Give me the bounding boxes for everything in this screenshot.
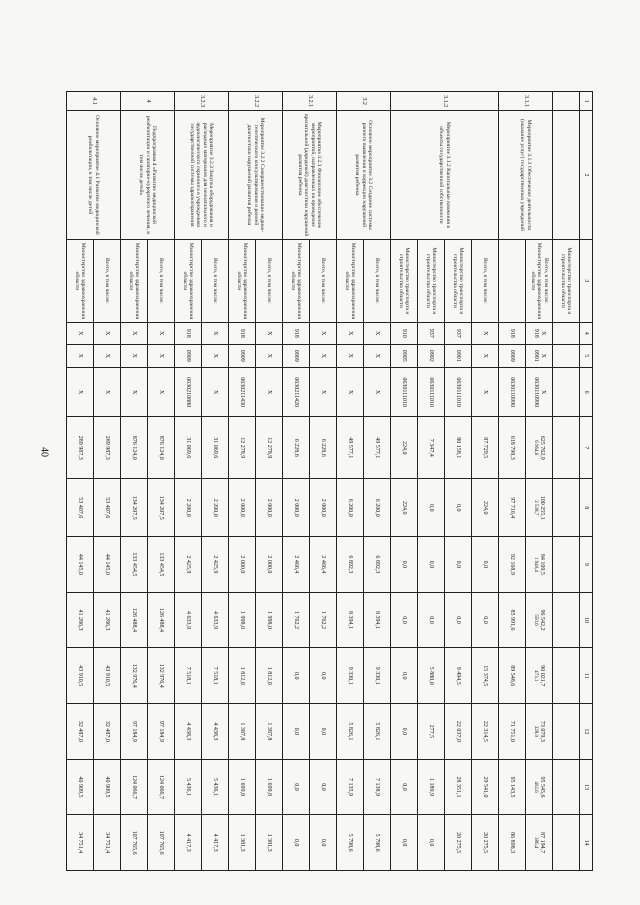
code-cell: X [337, 368, 364, 417]
value-cell: 20 275,5 [472, 815, 499, 871]
code-cell: 0905 [391, 344, 418, 368]
code-cell: X [94, 323, 121, 344]
row-number: 3.1.2 [391, 92, 499, 111]
code-cell: X [310, 368, 337, 417]
value-cell: 7 347,4 [418, 417, 445, 479]
executor-cell: Всего, в том числе: [364, 239, 391, 322]
value-cell: 134 207,5 [121, 479, 148, 537]
code-cell: 0630110990 [499, 368, 526, 417]
code-value: 0630110990 [533, 377, 539, 408]
code-cell: 918 [499, 323, 526, 344]
code-cell: X [256, 344, 283, 368]
executor-cell [526, 239, 553, 322]
value-cell: 1 699,8 [229, 759, 256, 815]
code-value: 918 [533, 328, 539, 338]
value-cell: 34 751,4 [67, 815, 94, 871]
value-cell: 43 910,5 [67, 648, 94, 704]
measure-name: Мероприятие 3.2.3 Закупка оборудования и расходных материалов для неонатального и аудиологического скрининга в учреждениях государственной системы здравоохранения [175, 111, 229, 239]
code-cell: 918 [229, 323, 256, 344]
value-cell: 2 200,0 [202, 479, 229, 537]
table-body [67, 92, 580, 871]
value-cell [553, 417, 580, 479]
executor-cell: Министерство транспорта и строительства области [445, 239, 472, 322]
value-cell: 4 438,3 [175, 704, 202, 760]
value-cell: 4 417,3 [175, 815, 202, 871]
value-cell: 224,0 [391, 417, 418, 479]
value-cell: 0,0 [472, 537, 499, 593]
value-cell: 1 998,0 [229, 592, 256, 648]
value-cell: 1 189,9 [418, 759, 445, 815]
code-cell: 0630211420 [283, 368, 310, 417]
value-cell: 0,0 [391, 815, 418, 871]
value-cell: 289 987,3 [67, 417, 94, 479]
value-cell: 124 066,7 [148, 759, 175, 815]
executor-cell: Всего, в том числе: [256, 239, 283, 322]
value: 550,6 [533, 614, 539, 626]
value: 90 021,7 [539, 665, 546, 687]
value-cell: 49 577,1 [364, 417, 391, 479]
code-cell: X [202, 368, 229, 417]
value: 87 194,7 [539, 832, 546, 854]
budget-table [66, 91, 593, 871]
table-row [364, 92, 391, 871]
row-number: 3.2.1 [283, 92, 337, 111]
value-cell: 4 633,9 [175, 592, 202, 648]
value-cell: 44 145,0 [94, 537, 121, 593]
code-cell: 0630111010 [418, 368, 445, 417]
code-cell: X [310, 323, 337, 344]
code-cell: 0630210880 [175, 368, 202, 417]
code-cell: X [472, 344, 499, 368]
value-cell: 0,0 [310, 648, 337, 704]
table-row [310, 92, 337, 871]
value-cell: 34 751,4 [94, 815, 121, 871]
value-cell [526, 479, 553, 537]
value-cell: 1 812,0 [256, 648, 283, 704]
executor-cell: Министерство здравоохранения области [337, 239, 364, 322]
measure-name [553, 111, 580, 239]
value-cell: 44 145,0 [67, 537, 94, 593]
executor-cell: Министерство транспорта и строительства области [553, 239, 580, 322]
value-cell [526, 537, 553, 593]
value-cell: 8 394,1 [337, 592, 364, 648]
value-cell: 12 278,9 [229, 417, 256, 479]
value-cell: 0,0 [391, 592, 418, 648]
value: 100 255,1 [539, 495, 546, 520]
value-cell: 49 577,1 [337, 417, 364, 479]
executor-cell: Всего, в том числе: [472, 239, 499, 322]
value-cell: 0,0 [391, 759, 418, 815]
code-cell: 0630111010 [391, 368, 418, 417]
value-cell: 5 826,1 [364, 704, 391, 760]
value-cell: 132 976,4 [148, 648, 175, 704]
code-cell [526, 344, 553, 368]
value-cell: 289 987,3 [94, 417, 121, 479]
executor-cell: Всего, в том числе: [310, 239, 337, 322]
value-cell [553, 592, 580, 648]
code-cell: X [67, 368, 94, 417]
value-cell: 29 541,0 [472, 759, 499, 815]
value-cell: 43 910,5 [94, 648, 121, 704]
value-cell: 6 892,3 [337, 537, 364, 593]
header-col: 12 [580, 704, 593, 760]
value-cell: 5 826,1 [337, 704, 364, 760]
value-cell: 0,0 [445, 537, 472, 593]
header-col: 13 [580, 759, 593, 815]
row-number [553, 92, 580, 111]
measure-name: Основное мероприятие 3.2 Создание системы раннего выявления и коррекции нарушений развития ребенка [337, 111, 391, 239]
code-cell: X [202, 323, 229, 344]
value-cell: 4 633,9 [202, 592, 229, 648]
value-cell: 20 275,5 [445, 815, 472, 871]
value-cell: 618 798,3 [499, 417, 526, 479]
code-cell: 0630111010 [445, 368, 472, 417]
header-col: 3 [580, 239, 593, 322]
code-cell [553, 323, 580, 344]
value-cell: 2 000,0 [256, 537, 283, 593]
code-cell: X [256, 368, 283, 417]
measure-name: Подпрограмма 4 «Развитие медицинской реабилитации и санаторно-курортного лечения, в том числе детей» [121, 111, 175, 239]
table-row [148, 92, 175, 871]
executor-cell: Министерство здравоохранения области [67, 239, 94, 322]
value-cell: 41 286,3 [94, 592, 121, 648]
value-cell [553, 815, 580, 871]
value-cell: 6 228,6 [310, 417, 337, 479]
value-cell: 1 387,8 [256, 704, 283, 760]
table-row [472, 92, 499, 871]
code-cell: 0909 [499, 344, 526, 368]
value-cell: 5 436,1 [175, 759, 202, 815]
code-cell: 918 [175, 323, 202, 344]
value-cell: 95 143,5 [499, 759, 526, 815]
value-cell: 1 381,3 [256, 815, 283, 871]
executor-cell: Министерство транспорта и строительства области [418, 239, 445, 322]
executor-cell: Министерство транспорта и строительства области [391, 239, 418, 322]
code-cell: X [121, 323, 148, 344]
value-cell: 97 184,9 [148, 704, 175, 760]
value-cell: 0,0 [310, 759, 337, 815]
code-cell: X [364, 368, 391, 417]
value-cell: 40 909,5 [67, 759, 94, 815]
value-cell: 87 729,5 [472, 417, 499, 479]
code-cell: X [148, 368, 175, 417]
table-row [526, 92, 553, 871]
code-cell [553, 368, 580, 417]
code-cell: X [256, 323, 283, 344]
measure-name: Основное мероприятие 4.1 Развитие медицинской реабилитации, в том числе детей [67, 111, 121, 239]
value-cell: 1 812,0 [229, 648, 256, 704]
value-cell: 6 892,3 [364, 537, 391, 593]
value-cell: 5 436,1 [202, 759, 229, 815]
measure-name: Мероприятие 3.1.1 Обеспечение деятельности (оказание услуг) государственных учреждений [499, 111, 553, 239]
value-cell: 1 381,3 [229, 815, 256, 871]
header-col: 6 [580, 368, 593, 417]
value-cell: 224,0 [472, 479, 499, 537]
value-cell: 4 438,3 [202, 704, 229, 760]
value-cell: 2 200,0 [175, 479, 202, 537]
value-cell: 5 880,0 [418, 648, 445, 704]
row-number: 3.1.1 [499, 92, 553, 111]
executor-cell: Всего, в том числе: [148, 239, 175, 322]
value-cell: 2 466,4 [283, 537, 310, 593]
value-cell [553, 648, 580, 704]
value-cell: 2 000,0 [229, 537, 256, 593]
value-cell: 71 751,0 [499, 704, 526, 760]
value-cell: 876 124,0 [148, 417, 175, 479]
code-cell: X [364, 323, 391, 344]
header-col: 14 [580, 815, 593, 871]
value-cell [553, 479, 580, 537]
code-cell: X [148, 323, 175, 344]
table-row [553, 92, 580, 871]
code-cell: X [472, 368, 499, 417]
executor-cell: Министерство здравоохранения области [121, 239, 148, 322]
measure-name: Мероприятие 3.2.2 Совершенствование медико-генетического консультирования и ранней диагностики нарушений развития ребенка [229, 111, 283, 239]
value-cell: 2 000,0 [283, 479, 310, 537]
value-cell: 224,0 [391, 479, 418, 537]
code-cell: 0630211430 [229, 368, 256, 417]
value-cell: 31 069,6 [202, 417, 229, 479]
value-cell: 107 765,6 [148, 815, 175, 871]
code-cell: 0901 [445, 344, 472, 368]
code-cell: X [94, 344, 121, 368]
header-col: 4 [580, 323, 593, 344]
value-cell: 133 454,5 [148, 537, 175, 593]
header-col: 5 [580, 344, 593, 368]
executor-label: Министерство здравоохранения области [529, 242, 543, 320]
row-number: 3.2.2 [229, 92, 283, 111]
code-cell: 918 [283, 323, 310, 344]
value: 96 542,2 [539, 609, 546, 631]
value-cell: 7 518,1 [202, 648, 229, 704]
value-cell: 5 798,6 [337, 815, 364, 871]
executor-cell: Министерство здравоохранения области [175, 239, 202, 322]
code-cell: X [472, 323, 499, 344]
value-cell: 0,0 [283, 648, 310, 704]
value-cell: 107 765,6 [121, 815, 148, 871]
value: 95 545,6 [539, 776, 546, 798]
executor-cell: Министерство здравоохранения области [283, 239, 310, 322]
value-cell [526, 704, 553, 760]
value-cell: 133 454,5 [121, 537, 148, 593]
value-cell: 124 066,7 [121, 759, 148, 815]
table-row [202, 92, 229, 871]
value-cell: 53 407,6 [67, 479, 94, 537]
rotated-page [74, 91, 593, 871]
value-cell: 85 991,6 [499, 592, 526, 648]
value: 2 538,7 [533, 500, 539, 516]
executor-cell [499, 239, 526, 322]
code-cell [526, 323, 553, 344]
value-cell: 277,5 [418, 704, 445, 760]
value: 473,1 [533, 670, 539, 682]
code-cell [526, 368, 553, 417]
value-cell: 1 998,0 [256, 592, 283, 648]
value-cell: 0,0 [445, 479, 472, 537]
value-cell: 31 069,6 [175, 417, 202, 479]
code-cell: 0909 [283, 344, 310, 368]
value-cell: 2 000,0 [310, 479, 337, 537]
code-cell: X [94, 368, 121, 417]
code-cell: 910 [391, 323, 418, 344]
code-cell: 937 [418, 323, 445, 344]
value-cell: 876 124,0 [121, 417, 148, 479]
value-cell: 89 548,6 [499, 648, 526, 704]
value-cell [526, 815, 553, 871]
measure-name: Мероприятие 3.1.2 Капитальные вложения в объекты государственной собственности [391, 111, 499, 239]
value: 6 964,6 [533, 440, 539, 456]
value-cell: 0,0 [418, 592, 445, 648]
value-cell: 9 330,1 [337, 648, 364, 704]
value-cell: 0,0 [418, 537, 445, 593]
executor-label: Всего, в том числе: [542, 258, 549, 304]
code-cell: X [337, 344, 364, 368]
code-cell [553, 344, 580, 368]
value-cell: 12 278,9 [256, 417, 283, 479]
value-cell: 132 976,4 [121, 648, 148, 704]
code-cell: X [310, 344, 337, 368]
code-cell: X [202, 344, 229, 368]
code-cell: X [364, 344, 391, 368]
value-cell: 0,0 [445, 592, 472, 648]
value-cell: 22 037,0 [445, 704, 472, 760]
value-cell: 0,0 [283, 759, 310, 815]
value-cell [526, 417, 553, 479]
code-value: X [539, 331, 546, 336]
page-number: 40 [38, 447, 50, 457]
executor-cell: Всего, в том числе: [94, 239, 121, 322]
value-cell [526, 759, 553, 815]
value-cell: 22 314,5 [472, 704, 499, 760]
code-value: X [539, 389, 546, 395]
value: 84 109,5 [539, 553, 546, 575]
value: 386,4 [533, 837, 539, 849]
value-cell: 1 699,8 [256, 759, 283, 815]
value-cell: 7 138,9 [364, 759, 391, 815]
value-cell: 0,0 [391, 648, 418, 704]
executor-cell: Министерство здравоохранения области [229, 239, 256, 322]
value: 328,0 [533, 725, 539, 737]
value-cell: 2 000,0 [229, 479, 256, 537]
value-cell: 1 387,8 [229, 704, 256, 760]
value-cell: 1 762,2 [283, 592, 310, 648]
value-cell: 0,0 [391, 704, 418, 760]
value-cell: 6 200,0 [337, 479, 364, 537]
value-cell: 97 716,4 [499, 479, 526, 537]
header-col: 2 [580, 111, 593, 239]
header-col: 10 [580, 592, 593, 648]
value-cell: 126 488,4 [148, 592, 175, 648]
value-cell: 0,0 [283, 704, 310, 760]
value-cell: 32 487,0 [67, 704, 94, 760]
code-cell: 937 [445, 323, 472, 344]
value-cell: 7 518,1 [175, 648, 202, 704]
value-cell: 6 200,0 [364, 479, 391, 537]
value-cell: 6 228,6 [283, 417, 310, 479]
row-number: 3.2 [337, 92, 391, 111]
value-cell: 2 000,0 [256, 479, 283, 537]
value-cell: 126 488,4 [121, 592, 148, 648]
value-cell: 80 158,1 [445, 417, 472, 479]
value-cell: 32 487,0 [94, 704, 121, 760]
value-cell: 9 494,5 [445, 648, 472, 704]
value-cell: 7 135,9 [337, 759, 364, 815]
measure-name: Мероприятие 3.2.1 Финансовое обеспечение мероприятий, направленных на проведение пренатальной (дородовой) диагностики нарушений развития ребенка [283, 111, 337, 239]
row-number: 4 [121, 92, 175, 111]
value: 625 762,9 [539, 435, 546, 460]
value-cell: 0,0 [418, 479, 445, 537]
value-cell [526, 592, 553, 648]
value-cell: 2 466,4 [310, 537, 337, 593]
value-cell: 134 207,5 [148, 479, 175, 537]
value-cell: 0,0 [283, 815, 310, 871]
value-cell: 9 330,1 [364, 648, 391, 704]
row-number: 3.2.3 [175, 92, 229, 111]
code-cell: 0909 [175, 344, 202, 368]
value: 402,6 [533, 781, 539, 793]
code-cell: X [121, 344, 148, 368]
executor-cell: Всего, в том числе: [202, 239, 229, 322]
code-value: 0901 [533, 349, 539, 362]
value-cell: 86 898,3 [499, 815, 526, 871]
value-cell [526, 648, 553, 704]
value-cell: 1 762,2 [310, 592, 337, 648]
table-row [256, 92, 283, 871]
value-cell: 28 351,1 [445, 759, 472, 815]
table-row [94, 92, 121, 871]
value: 73 079,3 [539, 720, 546, 742]
code-cell: X [67, 323, 94, 344]
value-cell: 2 425,9 [202, 537, 229, 593]
value-cell: 0,0 [472, 592, 499, 648]
code-cell: X [148, 344, 175, 368]
value-cell: 92 168,9 [499, 537, 526, 593]
value-cell: 0,0 [310, 815, 337, 871]
code-cell: X [67, 344, 94, 368]
header-col: 8 [580, 479, 593, 537]
value-cell [553, 759, 580, 815]
value-cell: 15 374,5 [472, 648, 499, 704]
code-cell: 0902 [418, 344, 445, 368]
header-row [580, 92, 593, 871]
code-value: X [539, 353, 546, 358]
value-cell: 40 909,5 [94, 759, 121, 815]
value-cell: 41 286,3 [67, 592, 94, 648]
value-cell: 5 798,6 [364, 815, 391, 871]
value-cell: 0,0 [391, 537, 418, 593]
value-cell: 8 394,1 [364, 592, 391, 648]
row-number: 4.1 [67, 92, 121, 111]
value-cell: 0,0 [310, 704, 337, 760]
header-col: 7 [580, 417, 593, 479]
value-cell: 2 425,9 [175, 537, 202, 593]
value-cell: 97 184,9 [121, 704, 148, 760]
header-col: 1 [580, 92, 593, 111]
value: 1 940,4 [533, 556, 539, 572]
value-cell [553, 537, 580, 593]
value-cell [553, 704, 580, 760]
value-cell: 4 417,3 [202, 815, 229, 871]
value-cell: 0,0 [418, 815, 445, 871]
header-col: 9 [580, 537, 593, 593]
code-cell: X [337, 323, 364, 344]
value-cell: 53 407,6 [94, 479, 121, 537]
code-cell: X [121, 368, 148, 417]
code-cell: 0909 [229, 344, 256, 368]
header-col: 11 [580, 648, 593, 704]
